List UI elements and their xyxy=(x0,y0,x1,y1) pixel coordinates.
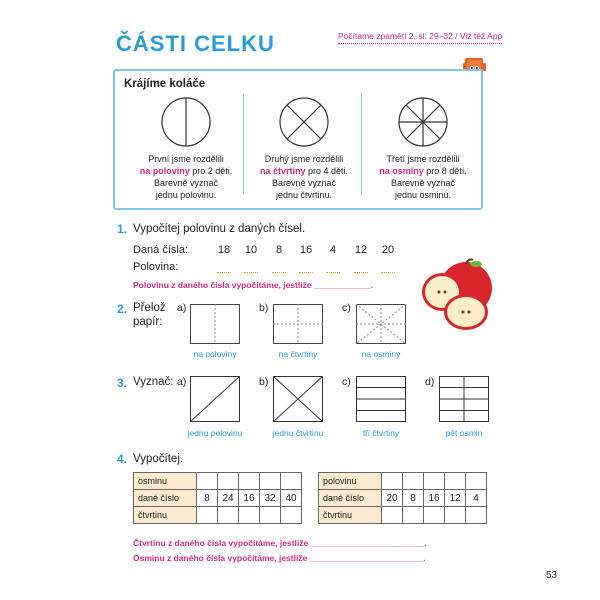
table-row xyxy=(319,507,487,524)
given-numbers-label: Daná čísla: xyxy=(133,244,189,256)
table-cell[interactable] xyxy=(197,473,218,490)
item-letter: c) xyxy=(342,302,351,314)
table-right xyxy=(318,472,487,524)
shape-four-stripes[interactable] xyxy=(356,376,406,422)
table-cell[interactable] xyxy=(260,507,281,524)
table-row xyxy=(134,507,302,524)
pie-eighths-icon xyxy=(397,96,449,148)
rule-sentence: Polovinu z daného čísla vypočítáme, jestliže ____________. xyxy=(133,280,374,290)
row-label: polovinu xyxy=(319,473,382,490)
item-caption: jednu polovinu xyxy=(187,428,243,438)
table-cell[interactable] xyxy=(382,507,403,524)
answer-blank[interactable] xyxy=(217,264,231,273)
task-instruction: Vyznač: xyxy=(133,376,174,388)
row-label: dané číslo xyxy=(134,490,197,507)
intro-column-text: První jsme rozdělili na poloviny pro 2 děti. Barevně vyznač jednu polovinu. xyxy=(139,154,233,200)
shape-diagonal-square[interactable] xyxy=(190,376,240,422)
page-number: 53 xyxy=(546,570,558,581)
table-cell[interactable] xyxy=(281,507,302,524)
answer-blank[interactable] xyxy=(326,264,340,273)
task-instruction: Přelož xyxy=(133,302,166,314)
table-cell: 8 xyxy=(197,490,218,507)
table-row xyxy=(319,473,487,490)
pie-quarters-icon xyxy=(278,96,330,148)
table-cell[interactable] xyxy=(424,473,445,490)
table-cell[interactable] xyxy=(466,507,487,524)
table-cell[interactable] xyxy=(382,473,403,490)
table-cell[interactable] xyxy=(445,473,466,490)
row-label: osminu xyxy=(134,473,197,490)
answer-blank[interactable] xyxy=(299,264,313,273)
item-caption: na čtvrtiny xyxy=(278,349,318,359)
task-number: 3. xyxy=(117,376,128,390)
item-letter: a) xyxy=(177,302,187,314)
box-divider xyxy=(361,94,362,194)
item-caption: jednu čtvrtinu xyxy=(272,428,324,438)
task-instruction: Vypočítej polovinu z daných čísel. xyxy=(133,223,306,235)
item-letter: a) xyxy=(177,376,187,388)
table-row xyxy=(134,473,302,490)
intro-box-title: Krájíme koláče xyxy=(124,78,206,90)
box-divider xyxy=(243,94,244,194)
answer-blank[interactable] xyxy=(381,264,395,273)
fold-eighths-square[interactable] xyxy=(356,304,406,344)
shape-eight-cells[interactable] xyxy=(439,376,489,422)
item-letter: b) xyxy=(259,376,269,388)
table-cell: 32 xyxy=(260,490,281,507)
table-cell[interactable] xyxy=(281,473,302,490)
table-cell[interactable] xyxy=(218,473,239,490)
task-instruction: Vypočítej. xyxy=(133,453,184,465)
table-row xyxy=(319,490,487,507)
table-cell: 8 xyxy=(403,490,424,507)
shape-cross-square[interactable] xyxy=(273,376,323,422)
table-cell[interactable] xyxy=(239,507,260,524)
task-number: 1. xyxy=(117,222,128,236)
item-caption: pět osmin xyxy=(445,428,483,438)
table-left xyxy=(133,472,302,524)
intro-column-text: Třetí jsme rozdělili na osminy pro 8 dětí. Barevně vyznač jednu osminu. xyxy=(379,154,467,200)
page-title: ČÁSTI CELKU xyxy=(116,31,275,56)
item-caption: tři čtvrtiny xyxy=(362,428,400,438)
table-cell[interactable] xyxy=(239,473,260,490)
given-number: 20 xyxy=(381,244,395,256)
task-number: 4. xyxy=(117,452,128,466)
table-cell: 16 xyxy=(424,490,445,507)
table-cell[interactable] xyxy=(466,473,487,490)
reference-line: Počítame zpamětí 2, sl. 29–32 / Viz též App xyxy=(338,31,502,44)
table-cell[interactable] xyxy=(197,507,218,524)
item-letter: c) xyxy=(342,376,351,388)
row-label: čtvrtinu xyxy=(134,507,197,524)
table-cell: 24 xyxy=(218,490,239,507)
given-number: 4 xyxy=(329,244,337,256)
intro-column-text: Druhý jsme rozdělili na čtvrtiny pro 4 děti. Barevně vyznač jednu čtvrtinu. xyxy=(259,154,349,200)
fold-halves-square[interactable] xyxy=(190,304,240,344)
answer-blank[interactable] xyxy=(244,264,258,273)
given-number: 10 xyxy=(244,244,258,256)
half-label: Polovina: xyxy=(133,261,179,273)
table-cell[interactable] xyxy=(403,507,424,524)
pie-halves-icon xyxy=(160,96,212,148)
answer-blank[interactable] xyxy=(272,264,286,273)
table-cell: 20 xyxy=(382,490,403,507)
given-number: 12 xyxy=(354,244,368,256)
fold-quarters-square[interactable] xyxy=(273,304,323,344)
rule-sentence: Osminu z daného čísla vypočítáme, jestliže ________________________. xyxy=(133,553,426,563)
row-label: dané číslo xyxy=(319,490,382,507)
task-instruction: papír: xyxy=(133,316,163,328)
item-caption: na osminy xyxy=(361,349,401,359)
table-cell: 16 xyxy=(239,490,260,507)
table-cell[interactable] xyxy=(445,507,466,524)
given-number: 16 xyxy=(299,244,313,256)
table-cell[interactable] xyxy=(424,507,445,524)
item-caption: na poloviny xyxy=(193,349,237,359)
rule-sentence: Čtvrtinu z daného čísla vypočítáme, jestliže ________________________. xyxy=(133,538,427,548)
row-label: čtvrtinu xyxy=(319,507,382,524)
task-number: 2. xyxy=(117,302,128,316)
table-row xyxy=(134,490,302,507)
table-cell: 40 xyxy=(281,490,302,507)
answer-blank[interactable] xyxy=(354,264,368,273)
table-cell[interactable] xyxy=(403,473,424,490)
item-letter: d) xyxy=(425,376,435,388)
item-letter: b) xyxy=(259,302,269,314)
table-cell[interactable] xyxy=(260,473,281,490)
table-cell: 4 xyxy=(466,490,487,507)
apples-icon xyxy=(418,258,496,332)
table-cell[interactable] xyxy=(218,507,239,524)
given-number: 18 xyxy=(217,244,231,256)
given-number: 8 xyxy=(275,244,283,256)
table-cell: 12 xyxy=(445,490,466,507)
